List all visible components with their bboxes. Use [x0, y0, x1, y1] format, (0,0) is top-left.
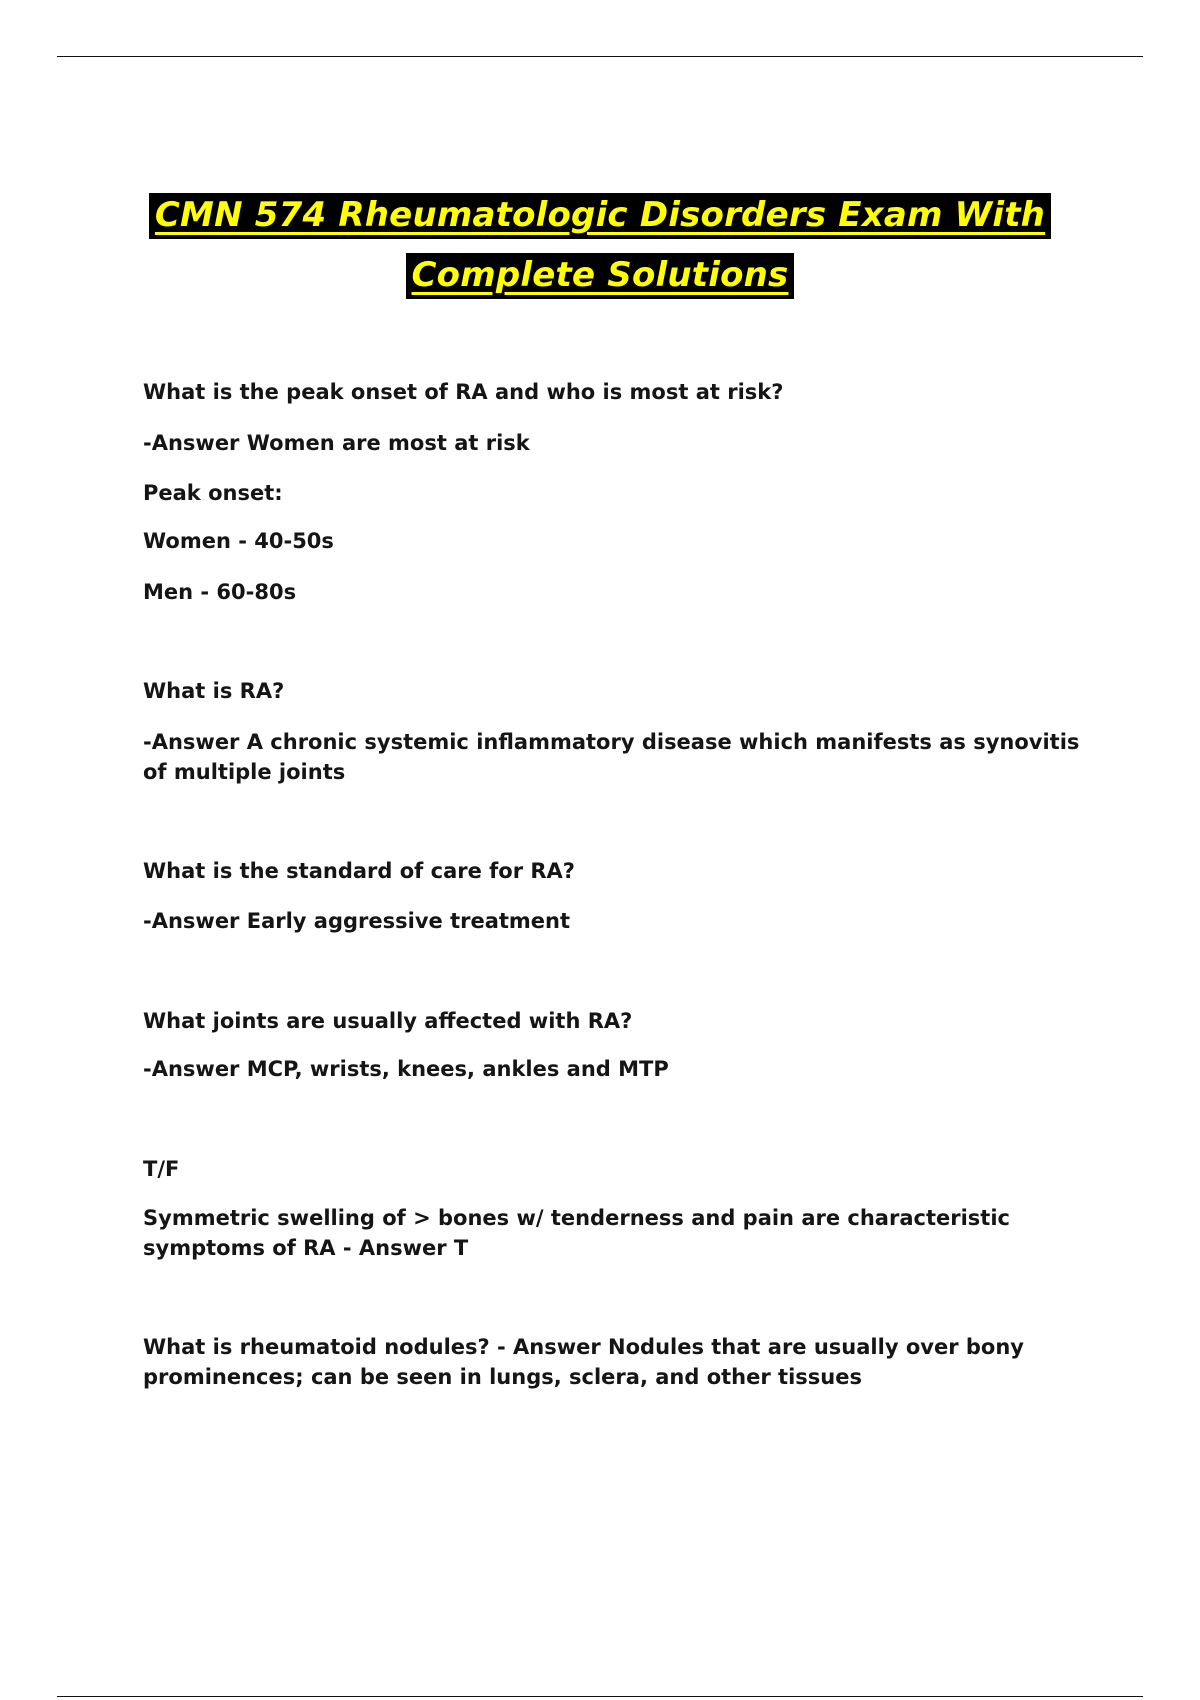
answer-text: Symmetric swelling of > bones w/ tenderness and pain are characteristic symptoms of RA - Answer T — [143, 1206, 1010, 1260]
question-text: What is the standard of care for RA? — [143, 859, 575, 883]
question-text: What is RA? — [143, 679, 285, 703]
document-title — [0, 193, 1200, 299]
question-text: What is rheumatoid nodules? - Answer Nodules that are usually over bony prominences; can be seen in lungs, sclera, and other tissues — [143, 1335, 1024, 1389]
question-text: T/F — [143, 1157, 180, 1181]
question-text: What is the peak onset of RA and who is most at risk? — [143, 380, 784, 404]
answer-text: -Answer A chronic systemic inflammatory disease which manifests as synovitis of multiple joints — [143, 730, 1080, 784]
answer-text: Men - 60-80s — [143, 580, 297, 604]
title-line-1: CMN 574 Rheumatologic Disorders Exam With — [149, 193, 1051, 239]
footer-rule — [57, 1696, 1143, 1697]
answer-text: Women - 40-50s — [143, 529, 334, 553]
answer-text: Peak onset: — [143, 481, 283, 505]
answer-text: -Answer Early aggressive treatment — [143, 909, 571, 933]
answer-text: -Answer Women are most at risk — [143, 431, 530, 455]
question-text: What joints are usually affected with RA? — [143, 1009, 633, 1033]
header-rule — [57, 56, 1143, 57]
answer-text: -Answer MCP, wrists, knees, ankles and MTP — [143, 1057, 669, 1081]
title-line-2: Complete Solutions — [406, 253, 795, 299]
